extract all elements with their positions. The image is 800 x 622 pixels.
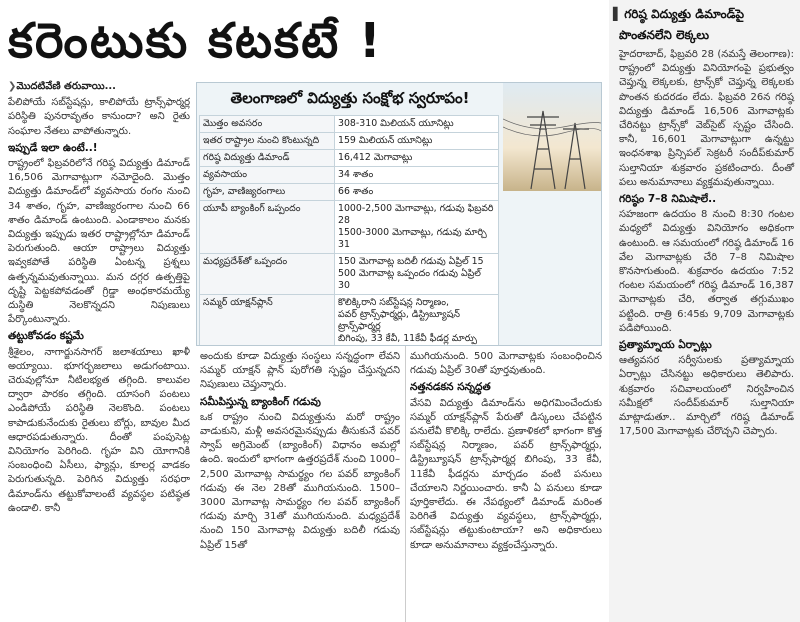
- table-value: 66 శాతం: [335, 184, 499, 201]
- table-value: 1000-2,500 మెగావాట్లు, గడువు ఫిబ్రవరి 28 1500-3000 మెగావాట్లు, గడువు మార్చి 31: [335, 201, 499, 254]
- column-third: [410, 350, 602, 620]
- table-value: 308-310 మిలియన్ యూనిట్లు: [335, 116, 499, 133]
- table-row: [200, 254, 499, 295]
- sidebar-article: [609, 0, 800, 622]
- subheading-now: ఇప్పుడే ఇలా ఉంటే..!: [8, 141, 98, 154]
- subheading-banking: సమీపిస్తున్న బ్యాంకింగ్ గడువు: [200, 395, 321, 408]
- sidebar-paragraph-2: సహజంగా ఉదయం 8 నుంచి 8:30 గంటల మధ్యలో విద్యుత్తు వినియోగం అధికంగా ఉంటుంది. ఆ సమయంలో గరిష్ఠ డిమాండ్ 16 వేల మెగావాట్లకు చేరి 7–8 నిమిషాల కొనసాగుతుంది. శుక్రవారం ఉదయం 7:52 గంటల సమయంలో గరిష్ఠ డిమాండ్ 16,387 మెగావాట్లకు చేరి, తర్వాత తగ్గుముఖం పట్టింది. రాత్రి 6:45కు 9,709 మెగావాట్లకు పడిపోయింది.: [619, 209, 794, 334]
- subheading-slow: నత్తనడకన సన్నద్ధత: [410, 381, 491, 394]
- paragraph-deadline: ముగియనుంది. 500 మెగావాట్లకు సంబంధించిన గడువు ఏప్రిల్ 30తో పూర్తవుతుంది.: [410, 351, 602, 377]
- table-value: 34 శాతం: [335, 167, 499, 184]
- table-key: మధ్యప్రదేశ్‌తో ఒప్పందం: [200, 254, 335, 295]
- table-row: [200, 167, 499, 184]
- intro-paragraph: పేలిపోయే సబ్‌స్టేషన్లు, కాలిపోయే ట్రాన్స్‌ఫార్మర్ల పరిస్థితి పునరావృతం కానుందా? అని రైతు సంఘాల నేతలు వాపోతున్నారు.: [8, 97, 190, 137]
- table-value: 16,412 మెగావాట్లు: [335, 150, 499, 167]
- table-row: [200, 295, 499, 347]
- table-key: మొత్తం అవసరం: [200, 116, 335, 133]
- table-value: కొలిక్కిరాని సబ్‌స్టేషన్ల నిర్మాణం, పవర్ ట్రాన్స్‌ఫార్మర్లు, డిస్ట్రిబ్యూషన్ ట్రాన్స్‌ఫార్మర్ల బిగింపు, 33 కేవీ, 11కేవీ ఫీడర్ల మార్పు: [335, 295, 499, 347]
- table-row: [200, 184, 499, 201]
- column-middle: [200, 350, 400, 620]
- table-row: [200, 133, 499, 150]
- power-tower-photo: [503, 83, 601, 191]
- paragraph-reservoirs: శ్రీశైలం, నాగార్జునసాగర్ జలాశయాలు ఖాళీ అయ్యాయి. భూగర్భజలాలు అడుగంటాయి. చెరువుల్లోనూ నీటిలభ్యత తగ్గింది. కాలువల ద్వారా పారకం తగ్గింది. యాసంగి పంటలు ఎండిపోయే పరిస్థితి నెలకొంది. పంటలు కాపాడుకునేందుకు రైతులు బోర్లు, బావుల మీద ఆధారపడుతున్నారు. దీంతో పంపుసెట్ల వినియోగం పెరిగింది. గృహ విని యోగానికి సంబంధించి ఏసీలు, ఫ్యాన్లు, కూలర్ల వాడకం పెరుగుతున్నది. పెరిగిన విద్యుత్తు సరఫరా డిమాండ్‌ను తట్టుకోవాలంటే వ్యవస్థల పటిష్ఠత ఉండాలి. కానీ: [8, 346, 190, 514]
- table-key: వ్యవసాయం: [200, 167, 335, 184]
- sidebar-subheading-alternate: ప్రత్యామ్నాయ ఏర్పాట్లు: [619, 339, 712, 352]
- info-box-title: తెలంగాణలో విద్యుత్తు సంక్షోభ స్వరూపం!: [230, 89, 470, 107]
- paragraph-demand: రాష్ట్రంలో ఫిబ్రవరిలోనే గరిష్ఠ విద్యుత్తు డిమాండ్ 16,506 మెగావాట్లుగా నమోదైంది. మొత్తం విద్యుత్తు డిమాండ్‌లో వ్యవసాయ రంగం నుంచి 34 శాతం, గృహ, వాణిజ్యరంగాల నుంచి 66 శాతం డిమాండ్ ఉంటుంది. ఎండాకాలం మనకు విద్యుత్తు ఇప్పుడు ఇతర రాష్ట్రాల్లోనూ డిమాండ్ పెరుగుతుంది. ఆయా రాష్ట్రాలు విద్యుత్తు ఇవ్వకపోతే పరిస్థితి ఏంటన్న ప్రశ్నలు ఉత్పన్నమవుతున్నాయి. మన దగ్గర ఉత్పత్తిపై దృష్టి పెట్టకపోవడంతో గ్రిడ్డా అంధకారమయ్యే దుస్థితి నెలకొన్నదని నిపుణులు పేర్కొంటున్నారు.: [8, 158, 190, 326]
- table-key: యూపీ బ్యాంకింగ్ ఒప్పందం: [200, 201, 335, 254]
- paragraph-action-plan: వేసవి విద్యుత్తు డిమాండ్‌ను అధిగమించేందుకు సమ్మర్ యాక్షన్‌ప్లాన్ పేరుతో డిస్కంలు చేపట్టిన పనులేవీ కొలిక్కి రాలేదు. ప్రణాళికలో భాగంగా కొత్త సబ్‌స్టేషన్ల నిర్మాణం, పవర్ ట్రాన్స్‌ఫార్మర్లు, డిస్ట్రిబ్యూషన్ ట్రాన్స్‌ఫార్మర్ల బిగింపు, 33 కేవీ, 11కేవీ ఫీడర్లను మార్చడం వంటి పనులు చేయాలని నిర్ణయించారు. కానీ ఏ పనులు కూడా పూర్తికాలేదు. ఈ నేపథ్యంలో డిమాండ్ మరింత పెరిగితే విద్యుత్తు వ్యవస్థలు, ట్రాన్స్‌ఫార్మర్లు, సబ్‌స్టేషన్లు తట్టుకుంటాయా? అని అధికారులు కూడా అనుమానాలు వ్యక్తంచేస్తున్నారు.: [410, 397, 602, 551]
- column-left: [8, 80, 190, 620]
- info-box: [196, 82, 602, 346]
- subheading-hard: తట్టుకోవడం కష్టమే: [8, 330, 84, 343]
- power-tower-icon: [503, 83, 601, 191]
- power-crisis-table: [199, 115, 499, 346]
- sidebar-title: ▌ గరిష్ఠ విద్యుత్తు డిమాండ్‌పై పొంతనలేని లెక్కలు: [609, 0, 800, 48]
- table-value: 150 మెగావాట్ల బదిలీ గడువు ఏప్రిల్ 15 500 మెగావాట్ల ఒప్పందం గడువు ఏప్రిల్ 30: [335, 254, 499, 295]
- sidebar-subheading-peak: గరిష్ఠం 7–8 నిమిషాలే..: [619, 193, 717, 206]
- table-value: 159 మిలియన్ యూనిట్లు: [335, 133, 499, 150]
- paragraph-banking: ఒక రాష్ట్రం నుంచి విద్యుత్తును మరో రాష్ట్రం వాడుకుని, మళ్లీ అవసరమైనప్పుడు తీసుకునే పవర్ స్వాప్ అగ్రిమెంట్ (బ్యాంకింగ్) విధానం అమల్లో ఉంది. ఇందులో భాగంగా ఉత్తరప్రదేశ్ నుంచి 1000–2,500 మెగావాట్ల సామర్థ్యం గల పవర్ బ్యాంకింగ్ గడువు ఈ నెల 28తో ముగియనుంది. 1500–3000 మెగావాట్ల సామర్థ్యం గల పవర్ బ్యాంకింగ్ గడువు మార్చి 31తో ముగియనుంది. మధ్యప్రదేశ్ నుంచి 150 మెగావాట్ల విద్యుత్తు బదిలీ గడువు ఏప్రిల్ 15తో: [200, 411, 400, 551]
- table-row: [200, 201, 499, 254]
- table-key: గృహ, వాణిజ్యరంగాలు: [200, 184, 335, 201]
- sidebar-paragraph-3: ఆత్యవసర సర్వీసులకు ప్రత్యామ్నాయ ఏర్పాట్లు చేసినట్టు అధికారులు తెలిపారు. శుక్రవారం సచివాలయంలో నిర్వహించిన సమీక్షలో సందీప్‌కుమార్ సుల్తానియా మాట్లాడుతూ.. మార్చిలో గరిష్ఠ డిమాండ్ 17,500 మెగావాట్లకు చేరొచ్చని చెప్పారు.: [619, 355, 794, 438]
- headline: కరెంటుకు కటకటే !: [8, 13, 383, 69]
- table-key: ఇతర రాష్ట్రాల నుంచి కొంటున్నది: [200, 133, 335, 150]
- table-row: [200, 116, 499, 133]
- paragraph-preparedness: అందుకు కూడా విద్యుత్తు సంస్థలు సన్నద్ధంగా లేవని సమ్మర్ యాక్షన్ ప్లాన్ పురోగతి స్పష్టం చేస్తున్నదని నిపుణులు చెప్తున్నారు.: [200, 351, 400, 391]
- sidebar-body: [609, 48, 800, 441]
- table-key: సమ్మర్ యాక్షన్‌ప్లాన్: [200, 295, 335, 347]
- table-row: [200, 150, 499, 167]
- table-key: గరిష్ఠ విద్యుత్తు డిమాండ్: [200, 150, 335, 167]
- continuation-kicker: ❯ మొదటివేణి తరువాయి...: [8, 80, 190, 94]
- sidebar-paragraph-1: హైదరాబాద్, ఫిబ్రవరి 28 (నమస్తే తెలంగాణ): రాష్ట్రంలో విద్యుత్తు వినియోగంపై ప్రభుత్వం చెప్తున్న లెక్కలకు, ట్రాన్స్‌కో చెప్తున్న లెక్కలకు పొంతన కుదరడం లేదు. ఫిబ్రవరి 26న గరిష్ఠ విద్యుత్తు డిమాండ్ 16,506 మెగావాట్లకు చేరినట్టు ట్రాన్స్‌కో వెబ్‌సైట్ స్పష్టం చేసింది. కానీ, 16,601 మెగావాట్లుగా ఉన్నట్టు ఇంధనశాఖ ప్రిన్సిపల్ సెక్రటరీ సందీప్‌కుమార్ సుల్తానియా శుక్రవారం ప్రకటించారు. దీంతో పలు అనుమానాలు వ్యక్తమవుతున్నాయి.: [619, 49, 794, 188]
